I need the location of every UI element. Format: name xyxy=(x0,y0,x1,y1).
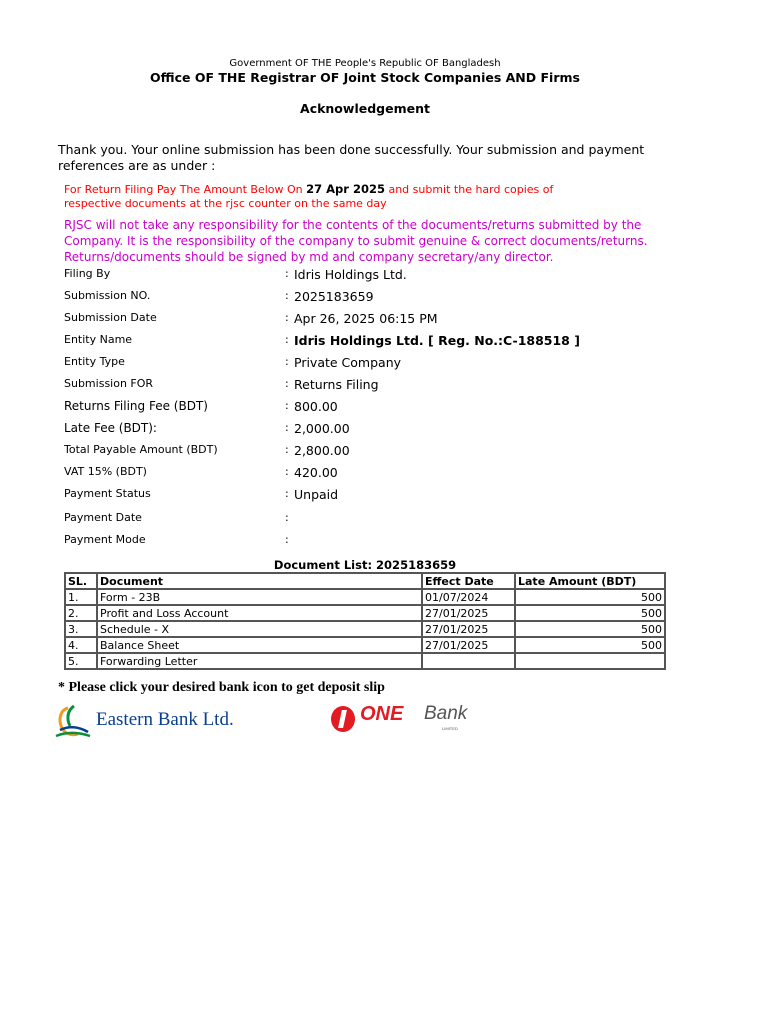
notice-prefix: For Return Filing Pay The Amount Below On xyxy=(64,183,307,196)
table-cell: Forwarding Letter xyxy=(97,653,422,669)
info-row-payment-status xyxy=(64,487,704,511)
info-value: Idris Holdings Ltd. [ Reg. No.:C-188518 ] xyxy=(294,333,580,348)
info-value: 2025183659 xyxy=(294,289,374,304)
info-label: Entity Type xyxy=(64,355,125,368)
document-table xyxy=(64,572,666,670)
document-list-title: Document List: 2025183659 xyxy=(273,558,457,572)
table-cell: Form - 23B xyxy=(97,589,422,605)
notice-suffix: and submit the hard copies of respective documents at the rjsc counter on the same day xyxy=(64,183,554,210)
column-header: Late Amount (BDT) xyxy=(515,573,665,589)
info-label: Payment Mode xyxy=(64,533,146,546)
table-cell: 27/01/2025 xyxy=(422,637,515,653)
info-colon: : xyxy=(285,333,289,346)
info-colon: : xyxy=(285,289,289,302)
info-row-submission-no xyxy=(64,289,704,311)
info-value: 420.00 xyxy=(294,465,338,480)
table-cell: Schedule - X xyxy=(97,621,422,637)
eastern-bank-name: Eastern Bank Ltd. xyxy=(96,709,234,730)
table-cell xyxy=(515,653,665,669)
info-label: Submission Date xyxy=(64,311,157,324)
info-value: 2,000.00 xyxy=(294,421,350,436)
column-header: Effect Date xyxy=(422,573,515,589)
info-row-payment-mode xyxy=(64,533,704,555)
table-cell: Profit and Loss Account xyxy=(97,605,422,621)
info-colon: : xyxy=(285,421,289,434)
info-colon: : xyxy=(285,399,289,412)
table-cell: 27/01/2025 xyxy=(422,621,515,637)
column-header: SL. xyxy=(65,573,97,589)
info-value: 800.00 xyxy=(294,399,338,414)
info-value: Returns Filing xyxy=(294,377,379,392)
info-colon: : xyxy=(285,377,289,390)
info-row-submission-date xyxy=(64,311,704,333)
info-label: Filing By xyxy=(64,267,111,280)
info-colon: : xyxy=(285,487,289,500)
info-row-filing-fee xyxy=(64,399,704,421)
info-label: Payment Date xyxy=(64,511,142,524)
bank-instruction: * Please click your desired bank icon to get deposit slip xyxy=(58,680,385,695)
info-label: VAT 15% (BDT) xyxy=(64,465,147,478)
table-cell: 01/07/2024 xyxy=(422,589,515,605)
government-line: Government OF THE People's Republic OF Bangladesh xyxy=(229,58,501,69)
table-cell: 27/01/2025 xyxy=(422,605,515,621)
table-row xyxy=(65,605,665,621)
eastern-bank-button[interactable] xyxy=(54,704,249,738)
disclaimer-text: RJSC will not take any responsibility for the contents of the documents/returns submitted by the Company. It is the responsibility of the company to submit genuine & correct documents/returns. Returns/documents should be signed by md and company secretary/any director. xyxy=(64,218,648,264)
info-row-total-payable xyxy=(64,443,704,465)
info-row-payment-date xyxy=(64,511,704,533)
one-bank-word-bank: Bank xyxy=(424,703,468,724)
table-cell: Balance Sheet xyxy=(97,637,422,653)
info-row-entity-type xyxy=(64,355,704,377)
info-label: Submission NO. xyxy=(64,289,151,302)
column-header: Document xyxy=(97,573,422,589)
one-bank-word-one: ONE xyxy=(360,703,404,725)
table-row xyxy=(65,589,665,605)
one-bank-limited: LIMITED xyxy=(442,726,458,731)
info-row-vat xyxy=(64,465,704,487)
table-cell: 5. xyxy=(65,653,97,669)
table-cell: 1. xyxy=(65,589,97,605)
table-cell: 3. xyxy=(65,621,97,637)
table-cell: 500 xyxy=(515,589,665,605)
info-colon: : xyxy=(285,267,289,280)
info-value: Apr 26, 2025 06:15 PM xyxy=(294,311,438,326)
table-row xyxy=(65,637,665,653)
info-value: Unpaid xyxy=(294,487,339,502)
intro-text: Thank you. Your online submission has been done successfully. Your submission and payment references are as under : xyxy=(58,142,645,173)
table-header-row xyxy=(65,573,665,589)
info-label: Returns Filing Fee (BDT) xyxy=(64,399,208,413)
info-colon: : xyxy=(285,311,289,324)
notice-date: 27 Apr 2025 xyxy=(306,182,385,196)
info-row-submission-for xyxy=(64,377,704,399)
info-colon: : xyxy=(285,511,289,524)
table-cell: 2. xyxy=(65,605,97,621)
page-title: Acknowledgement xyxy=(300,101,430,116)
submission-info xyxy=(64,267,704,555)
info-colon: : xyxy=(285,355,289,368)
table-row xyxy=(65,653,665,669)
info-label: Total Payable Amount (BDT) xyxy=(64,443,218,456)
table-cell xyxy=(422,653,515,669)
table-cell: 4. xyxy=(65,637,97,653)
info-value: Private Company xyxy=(294,355,402,370)
info-label: Late Fee (BDT): xyxy=(64,421,157,435)
one-bank-logo-icon xyxy=(331,706,355,732)
info-label: Payment Status xyxy=(64,487,151,500)
payment-notice xyxy=(64,182,584,211)
info-row-filing-by xyxy=(64,267,704,289)
table-cell: 500 xyxy=(515,605,665,621)
info-value: Idris Holdings Ltd. xyxy=(294,267,407,282)
table-cell: 500 xyxy=(515,621,665,637)
info-colon: : xyxy=(285,443,289,456)
eastern-bank-logo-icon xyxy=(54,704,92,738)
info-row-entity-name xyxy=(64,333,704,355)
info-row-late-fee xyxy=(64,421,704,443)
table-cell: 500 xyxy=(515,637,665,653)
info-label: Submission FOR xyxy=(64,377,154,390)
info-colon: : xyxy=(285,533,289,546)
info-colon: : xyxy=(285,465,289,478)
one-bank-button[interactable] xyxy=(329,700,474,736)
office-title: Office OF THE Registrar OF Joint Stock Companies AND Firms xyxy=(150,70,580,85)
info-value: 2,800.00 xyxy=(294,443,350,458)
info-label: Entity Name xyxy=(64,333,133,346)
table-row xyxy=(65,621,665,637)
